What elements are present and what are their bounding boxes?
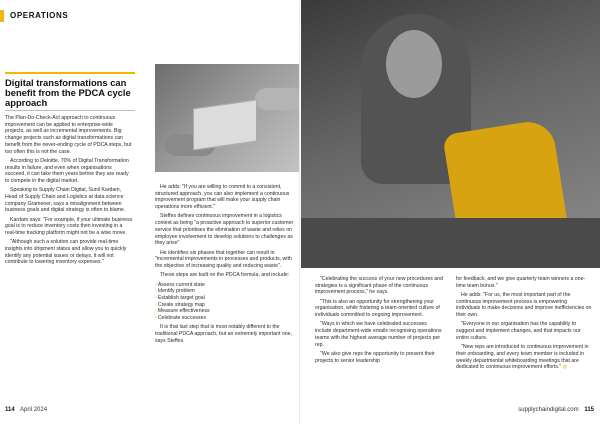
sidebar-paragraph: Kardam says: "For example, if your ultimate business goal is to reduce inventory costs then investing in a real-time tracking platform might not be a wise move. <box>5 216 133 237</box>
list-item: ▫ Measure effectiveness <box>155 308 294 315</box>
sidebar-paragraph: According to Deloitte, 70% of Digital Transformation results in failure, and even when organisations succeed, it can take them years before they are ready to compete in the digital market. <box>5 157 129 184</box>
issue-date: April 2024 <box>20 407 48 413</box>
sidebar-headline-rule <box>5 110 135 111</box>
footer-right <box>518 407 594 413</box>
body-paragraph: "New reps are introduced to continuous improvement in their onboarding, and every team member is included in weekly departmental whiteboarding meetings that are dedicated to continuous improvement efforts." <box>456 344 589 371</box>
body-paragraph: "Everyone in our organisation has the capability to suggest and implement changes, and that impacts our entire culture. <box>456 321 581 341</box>
body-paragraph: It is that last step that is most notably different to the traditional PDCA approach, but an extremely important one, says Steffes. <box>155 324 292 344</box>
sidebar-paragraph: "Although such a solution can provide real-time insights into shipment status and allow you to quickly identify any potential issues or delays, it will not contribute to lowering inventory expenses." <box>5 239 127 266</box>
sidebar-column <box>5 115 133 269</box>
footer-left <box>5 407 47 413</box>
body-paragraph: for feedback, and we give quarterly team winners a one-time team bonus." <box>456 276 586 289</box>
body-paragraph: He identifies six phases that together can result in "incremental improvements in processes and products, with the objective of increasing quality and reducing waste". <box>155 249 292 269</box>
list-item: ▫ Celebrate successes <box>155 315 294 322</box>
page-number: 115 <box>584 407 594 413</box>
body-column-b <box>155 184 294 347</box>
photo-hand <box>255 88 305 110</box>
list-item: ▫ Assess current state <box>155 282 294 289</box>
body-paragraph-last <box>456 344 592 371</box>
body-paragraph: "Celebrating the success of your new procedures and strategies is a significant phase of the continuous improvement process," he says. <box>315 276 443 296</box>
pdca-steps-list <box>155 282 294 322</box>
body-paragraph: These steps are built on the PDCA formula, and include: <box>160 272 290 279</box>
body-paragraph: He adds: "For us, the most important part of the continuous improvement process is empowering individuals to make decisions and improve inefficiencies on their own. <box>456 292 592 319</box>
body-paragraph: "We also give reps the opportunity to present their projects to senior leadership <box>315 350 435 364</box>
body-paragraph: He adds: "If you are willing to commit to a consistent, structured approach, you can also implement a continuous improvement program that will make your supply chain operations more efficient." <box>155 184 290 211</box>
section-label: OPERATIONS <box>10 11 69 20</box>
sidebar-headline: Digital transformations can benefit from the PDCA cycle approach <box>5 77 131 108</box>
sidebar-paragraph: Speaking to Supply Chain Digital, Sunil Kardam, Head of Supply Chain and Logistics at data science company Gramener, says a misalignment between business goals and digital strategy is often to blame. <box>5 187 126 214</box>
woman-holding-garment-photo <box>301 0 600 268</box>
end-mark-icon: ◍ <box>562 364 568 371</box>
sidebar-paragraph: The Plan-Do-Check-Act approach to continuous improvement can be applied to enterprise-wide projects, as well as incremental improvements. Big change projects such as digital transformations can benefit from the never-ending cycle of PDCA steps, but too often this is not the case. <box>5 115 132 155</box>
page-number: 114 <box>5 407 15 413</box>
list-item: ▫ Create strategy map <box>155 302 294 309</box>
photo-face <box>386 30 442 98</box>
list-item: ▫ Identify problem <box>155 288 294 295</box>
parcel-handover-photo <box>155 64 317 172</box>
body-paragraph: "Ways in which we have celebrated successes include department-wide emails recognising operations teams with the highest average number of projects per rep. <box>315 321 442 348</box>
publication-url: supplychaindigital.com <box>518 407 579 413</box>
body-paragraph: Steffes defines continuous improvement in a logistics context as being "a proactive approach to superior customer service that prioritises the elimination of waste and relies on employee involvement to develop solutions to challenges as they arise" <box>155 213 294 247</box>
body-column-d <box>456 276 592 374</box>
photo-parcel <box>193 100 257 151</box>
body-paragraph: "This is also an opportunity for strengthening your organisation, while fostering a team-oriented culture of individuals committed to ongoing improvement. <box>315 298 440 319</box>
section-accent-bar <box>0 10 4 22</box>
photo-foreground <box>301 218 600 268</box>
body-column-c <box>315 276 443 367</box>
list-item: ▫ Establish target goal <box>155 295 294 302</box>
sidebar-top-rule <box>5 72 135 74</box>
